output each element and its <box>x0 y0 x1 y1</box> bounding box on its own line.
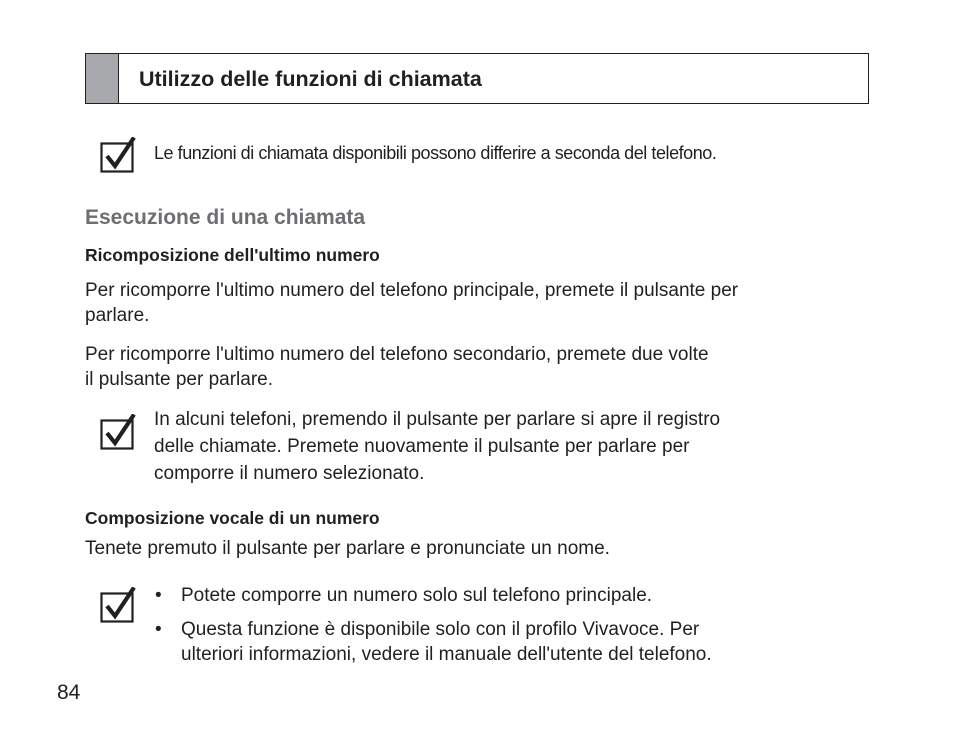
chapter-title-box <box>85 53 869 104</box>
bullet-item <box>181 617 712 667</box>
paragraph-line: Per ricomporre l'ultimo numero del telefono secondario, premete due volte <box>85 344 709 365</box>
checkbox-check-icon <box>100 137 136 173</box>
checkbox-check-icon <box>100 587 136 623</box>
bullet-line: ulteriori informazioni, vedere il manuale dell'utente del telefono. <box>181 644 712 665</box>
note-line: delle chiamate. Premete nuovamente il pulsante per parlare per <box>154 436 690 457</box>
subsection-title-redial: Ricomposizione dell'ultimo numero <box>85 245 380 265</box>
note-line: In alcuni telefoni, premendo il pulsante per parlare si apre il registro <box>154 409 721 430</box>
page-number: 84 <box>57 681 81 704</box>
checkbox-check-icon <box>100 414 136 450</box>
note-redial <box>154 406 720 487</box>
chapter-title: Utilizzo delle funzioni di chiamata <box>139 67 482 91</box>
bullet-line: Potete comporre un numero solo sul telefono principale. <box>181 585 653 606</box>
paragraph-voice-dial: Tenete premuto il pulsante per parlare e pronunciate un nome. <box>85 538 610 559</box>
paragraph-redial-secondary <box>85 342 709 392</box>
paragraph-redial-main <box>85 278 738 328</box>
paragraph-line: Per ricomporre l'ultimo numero del telefono principale, premete il pulsante per <box>85 280 739 301</box>
subsection-title-voice-dial: Composizione vocale di un numero <box>85 508 380 528</box>
note-line: comporre il numero selezionato. <box>154 463 425 484</box>
paragraph-line: parlare. <box>85 305 150 326</box>
bullet-marker: • <box>155 619 162 640</box>
paragraph-line: il pulsante per parlare. <box>85 369 273 390</box>
bullet-item <box>181 583 652 608</box>
note-text: Le funzioni di chiamata disponibili possono differire a seconda del telefono. <box>154 143 717 163</box>
title-accent-bar <box>86 54 119 103</box>
section-title: Esecuzione di una chiamata <box>85 206 366 229</box>
bullet-line: Questa funzione è disponibile solo con il profilo Vivavoce. Per <box>181 619 700 640</box>
bullet-marker: • <box>155 585 162 606</box>
